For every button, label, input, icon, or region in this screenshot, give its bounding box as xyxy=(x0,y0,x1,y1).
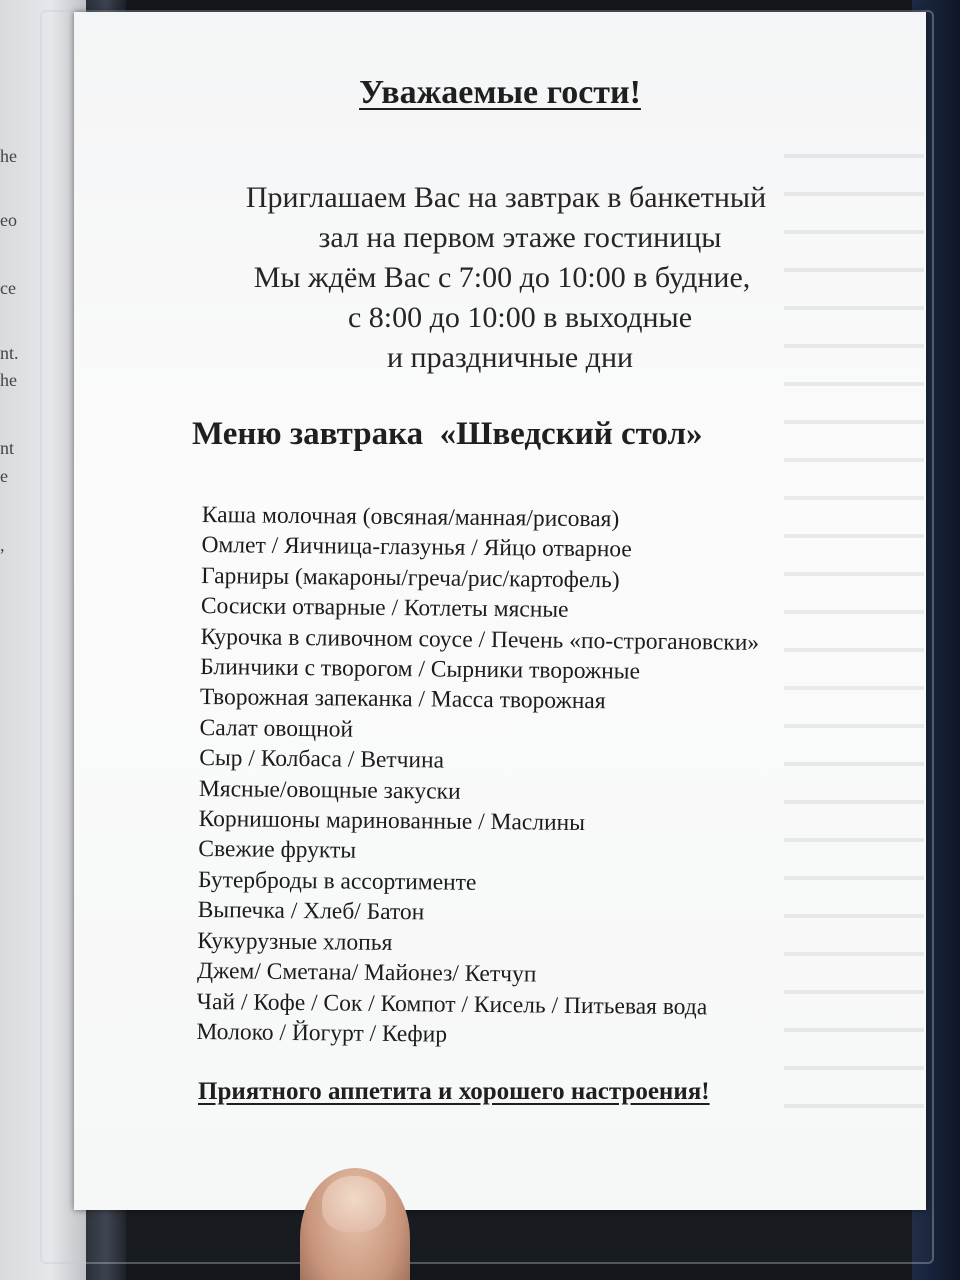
menu-heading: Меню завтрака «Шведский стол» xyxy=(192,416,703,452)
closing-wish: Приятного аппетита и хорошего настроения! xyxy=(198,1078,710,1105)
breakfast-menu-sheet xyxy=(74,12,926,1210)
menu-item: Молоко / Йогурт / Кефир xyxy=(196,1018,448,1048)
intro-line: с 8:00 до 10:00 в выходные xyxy=(347,301,693,334)
menu-list xyxy=(196,500,760,1053)
left-page-fragment: he xyxy=(0,370,17,390)
menu-item: Творожная запеканка / Масса творожная xyxy=(199,684,606,715)
menu-item: Выпечка / Хлеб/ Батон xyxy=(197,897,425,926)
menu-item: Омлет / Яичница-глазунья / Яйцо отварное xyxy=(201,532,632,563)
menu-item: Чай / Кофе / Сок / Компот / Кисель / Питьевая вода xyxy=(196,988,708,1020)
menu-item: Кукурузные хлопья xyxy=(197,927,393,956)
menu-item: Мясные/овощные закуски xyxy=(198,775,461,805)
left-page-fragment: nt xyxy=(0,438,15,458)
menu-item: Свежие фрукты xyxy=(198,836,357,865)
left-page-fragment: eo xyxy=(0,210,17,230)
menu-item: Джем/ Сметана/ Майонез/ Кетчуп xyxy=(196,958,537,988)
title-text: Уважаемые гости! xyxy=(359,74,641,111)
left-page-fragment: ce xyxy=(0,278,16,298)
menu-item: Гарниры (макароны/греча/рис/картофель) xyxy=(201,562,620,594)
left-page-fragment: nt. xyxy=(0,343,19,363)
menu-item: Сосиски отварные / Котлеты мясные xyxy=(200,593,569,624)
intro-line: зал на первом этаже гостиницы xyxy=(318,221,722,254)
thumbnail xyxy=(322,1176,386,1232)
menu-item: Салат овощной xyxy=(199,714,354,743)
page-title xyxy=(74,74,926,112)
menu-item: Бутерброды в ассортименте xyxy=(197,866,477,896)
intro-line: Мы ждём Вас с 7:00 до 10:00 в будние, xyxy=(253,261,751,294)
intro-text xyxy=(74,178,926,378)
menu-item: Каша молочная (овсяная/манная/рисовая) xyxy=(201,501,620,533)
menu-item: Курочка в сливочном соусе / Печень «по-строгановски» xyxy=(200,623,760,656)
left-page-fragment: , xyxy=(0,535,5,555)
intro-line: Приглашаем Вас на завтрак в банкетный xyxy=(245,181,767,214)
left-page-fragment: he xyxy=(0,146,17,166)
menu-item: Блинчики с творогом / Сырники творожные xyxy=(200,654,641,685)
menu-item: Корнишоны маринованные / Маслины xyxy=(198,806,586,837)
left-page-fragment: e xyxy=(0,466,8,486)
menu-item: Сыр / Колбаса / Ветчина xyxy=(199,745,445,774)
intro-line: и праздничные дни xyxy=(386,341,634,374)
